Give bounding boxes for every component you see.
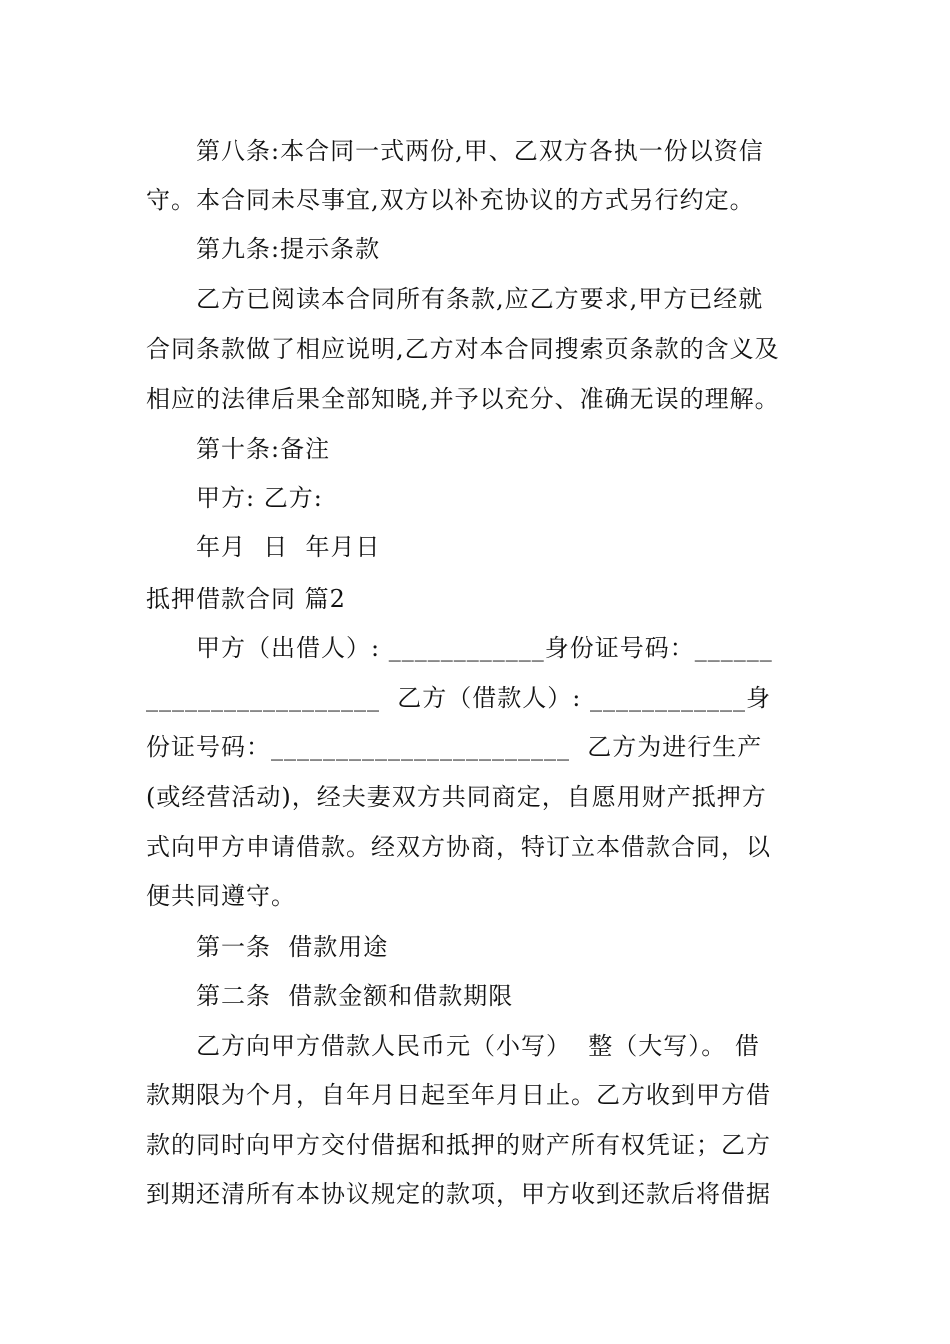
party-b-id-line: 份证号码：_______________________ 乙方为进行生产 xyxy=(146,733,763,761)
preamble-line-3: 便共同遵守。 xyxy=(146,882,296,910)
article-9-text-line-1: 乙方已阅读本合同所有条款,应乙方要求,甲方已经就 xyxy=(196,285,764,313)
article-8-line-1: 第八条:本合同一式两份,甲、乙双方各执一份以资信 xyxy=(196,137,764,165)
contract-2-title: 抵押借款合同 篇2 xyxy=(146,585,346,613)
article-9-text-line-3: 相应的法律后果全部知晓,并予以充分、准确无误的理解。 xyxy=(146,385,780,413)
party-a-line: 甲方（出借人）: ____________身份证号码：______ xyxy=(196,634,773,662)
article-2-text-line-3: 款的同时向甲方交付借据和抵押的财产所有权凭证；乙方 xyxy=(146,1131,771,1159)
signature-parties-line: 甲方: 乙方: xyxy=(196,484,323,512)
article-8-line-2: 守。本合同未尽事宜,双方以补充协议的方式另行约定。 xyxy=(146,186,755,214)
signature-date-line: 年月 日 年月日 xyxy=(196,533,381,561)
article-1-heading: 第一条 借款用途 xyxy=(196,933,389,961)
preamble-line-2: 式向甲方申请借款。经双方协商，特订立本借款合同，以 xyxy=(146,833,771,861)
party-b-line: __________________ 乙方（借款人）: ____________身 xyxy=(146,684,771,712)
article-9-heading: 第九条:提示条款 xyxy=(196,235,381,263)
article-2-text-line-2: 款期限为个月，自年月日起至年月日止。乙方收到甲方借 xyxy=(146,1081,771,1109)
article-2-text-line-4: 到期还清所有本协议规定的款项，甲方收到还款后将借据 xyxy=(146,1180,771,1208)
article-9-text-line-2: 合同条款做了相应说明,乙方对本合同搜索页条款的含义及 xyxy=(146,335,780,363)
article-2-text-line-1: 乙方向甲方借款人民币元（小写） 整（大写）。 借 xyxy=(196,1032,760,1060)
preamble-line-1: (或经营活动)，经夫妻双方共同商定，自愿用财产抵押方 xyxy=(146,783,767,811)
article-10-heading: 第十条:备注 xyxy=(196,435,331,463)
article-2-heading: 第二条 借款金额和借款期限 xyxy=(196,982,514,1010)
